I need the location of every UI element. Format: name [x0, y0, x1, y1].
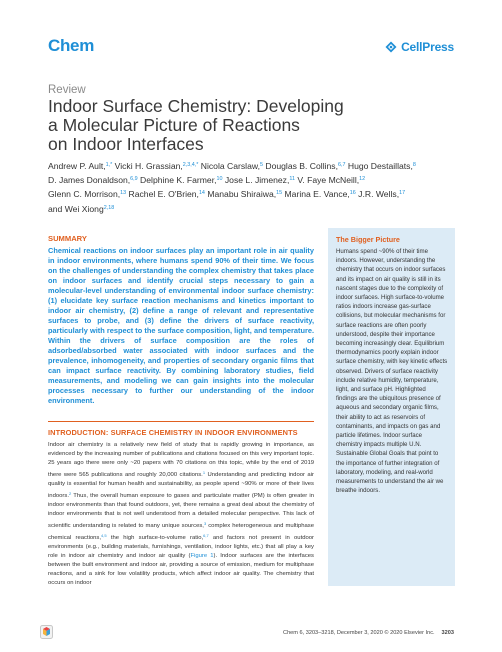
author-name: D. James Donaldson, [48, 175, 131, 186]
body-text: Thus, the overall human exposure to gases and particulate matter (PM) is often greater in indoor environments than that found outdoors, yet, there remains a great deal about the chemistry of indoor environments that is not well understood from a detailed molecular perspective. This lack of scientific understanding is related to many unique sources, [48, 493, 314, 529]
publisher-name: CellPress [401, 40, 454, 54]
author-name: Delphine K. Farmer, [137, 175, 217, 186]
affiliation-marker[interactable]: 6,7 [337, 162, 346, 168]
author-line [48, 173, 468, 187]
author-name: Douglas B. Collins, [262, 161, 338, 171]
author-name: Hugo Destaillats, [345, 161, 413, 171]
body-text: Understanding and predicting indoor air quality is essential for human health and sustainability, as people spend ~90% or more of their lives indoors. [48, 472, 314, 499]
body-text: the high surface-to-volume ratio, [106, 535, 204, 541]
author-name: and Wei Xiong [48, 203, 104, 214]
affiliation-marker[interactable]: 8 [412, 162, 416, 168]
author-line [48, 159, 468, 173]
author-line [48, 202, 468, 216]
author-name: J.R. Wells, [355, 189, 400, 200]
body-text: and factors not present in outdoor environments (e.g., building materials, furnishings, ventilation, indoor lights, etc.) that all play a key role in indoor air chemistry and indoor air quality ( [48, 535, 314, 559]
author-name: Rachel E. O'Brien, [126, 189, 199, 200]
figure-link[interactable]: Figure 1 [190, 553, 214, 559]
body-text: Indoor air chemistry is a relatively new field of study that is rapidly growing in importance, as evidenced by the increasing number of publications and citations focused on this very important topic. 25 years ago there were only ~20 papers with 70 citations on this topic, while by the end of 2019 there were 565 publications and roughly 20,000 citations. [48, 442, 314, 478]
citation-link[interactable]: 3 [203, 521, 207, 526]
publisher-logo[interactable] [385, 40, 454, 54]
crossmark-badge-icon[interactable] [40, 625, 53, 639]
affiliation-marker[interactable]: 12 [359, 176, 366, 183]
author-name: Manabu Shiraiwa, [204, 189, 277, 200]
bigger-picture-heading: The Bigger Picture [336, 235, 400, 244]
author-name: V. Faye McNeill, [294, 175, 360, 186]
citation-link[interactable]: 2 [68, 491, 72, 496]
body-text: complex heterogeneous and multiphase chemical reactions, [48, 523, 314, 541]
affiliation-marker[interactable]: 17 [399, 190, 406, 197]
summary-section [48, 234, 314, 406]
author-name: Vicki H. Grassian, [112, 161, 183, 171]
bigger-picture-text: Humans spend ~90% of their time indoors. However, understanding the chemistry that occurs on indoor surfaces and its impact on air quality is still in its nascent stages due to the complexity of indoor surfaces. High surface-to-volume ratios indoors increase gas-surface collisions, but molecular mechanisms for surface reactions are often poorly understood, despite their importance becoming increasingly clear. Equilibrium thermodynamics poorly explain indoor surface chemistry, with key kinetic effects observed. Drivers of surface reactivity include relative humidity, temperature, light, and surface pH. Highlighted findings are the ubiquitous presence of aqueous and secondary organic films, their ability to act as reservoirs of contaminants, and impacts on gas and particle lifetimes. Indoor surface chemistry impacts multiple U.N. Sustainable Global Goals that point to the importance of further integration of laboratory, modeling, and real-world measurements to understand the air we breathe indoors. [336, 248, 448, 495]
author-name: Nicola Carslaw, [198, 161, 260, 171]
affiliation-marker[interactable]: 11 [289, 176, 295, 183]
summary-heading: SUMMARY [48, 234, 87, 243]
affiliation-marker[interactable]: 16 [349, 190, 356, 197]
author-list [48, 159, 468, 216]
affiliation-marker[interactable]: 14 [198, 190, 205, 197]
journal-name[interactable]: Chem [48, 36, 95, 55]
affiliation-marker[interactable]: 6,9 [130, 176, 138, 183]
affiliation-marker[interactable]: 13 [120, 190, 127, 197]
introduction-heading: INTRODUCTION: SURFACE CHEMISTRY IN INDOOR ENVIRONMENTS [48, 428, 298, 437]
summary-text: Chemical reactions on indoor surfaces play an important role in air quality in indoor environments, where humans spend 90% of their time. We focus on the challenges of understanding the complex chemistry that takes place on indoor surfaces and identify crucial steps necessary to gain a molecular-level understanding of environmental indoor surface chemistry: (1) elucidate key surface reaction mechanisms and kinetics important to indoor air chemistry, (2) define a range of relevant and representative surfaces to probe, and (3) define the drivers of surface reactivity, particularly with respect to the surface composition, light, and temperature. Within the drivers of surface composition are the roles of adsorbed/absorbed water associated with indoor surfaces and the prevalence, inhomogeneity, and properties of secondary organic films that can impact surface reactivity. By combining laboratory studies, field measurements, and modeling we can gain insights into the molecular processes necessary to further our understanding of the indoor environment. [48, 246, 314, 405]
title-line: Indoor Surface Chemistry: Developing [48, 96, 344, 116]
section-divider [48, 421, 314, 422]
citation-link[interactable]: 4,5 [101, 533, 107, 538]
affiliation-marker[interactable]: 10 [216, 176, 223, 183]
affiliation-marker[interactable]: 5 [259, 162, 263, 168]
author-name: Andrew P. Ault, [48, 161, 106, 171]
affiliation-marker[interactable]: 15 [276, 190, 283, 197]
article-title [48, 97, 458, 154]
title-line: a Molecular Picture of Reactions [48, 115, 300, 135]
cellpress-logo-icon [385, 41, 397, 53]
author-name: Marina E. Vance, [282, 189, 350, 200]
author-name: Jose L. Jimenez, [222, 175, 290, 186]
bigger-picture-box [328, 228, 455, 586]
page-footer [283, 630, 454, 636]
affiliation-marker[interactable]: 2,18 [103, 204, 115, 211]
body-text: ). Indoor surfaces are the interfaces between the built environment and indoor air, providing a source of emission, medium for multiphase reactions, and a sink for low volatility products, which affect indoor air quality. The chemistry that occurs on indoor [48, 553, 314, 586]
author-line [48, 187, 468, 201]
citation-line: Chem 6, 3203–3218, December 3, 2020 © 2020 Elsevier Inc. [283, 630, 435, 636]
page-number: 3203 [441, 630, 454, 636]
citation-link[interactable]: 1 [202, 470, 206, 475]
citation-link[interactable]: 6,7 [203, 533, 209, 538]
introduction-section [48, 428, 314, 588]
affiliation-marker[interactable]: 2,3,4,* [182, 162, 199, 168]
author-name: Glenn C. Morrison, [48, 189, 121, 200]
title-line: on Indoor Interfaces [48, 134, 204, 154]
affiliation-marker[interactable]: 1,* [105, 162, 113, 168]
article-type-label: Review [48, 84, 86, 96]
introduction-text [48, 441, 314, 588]
